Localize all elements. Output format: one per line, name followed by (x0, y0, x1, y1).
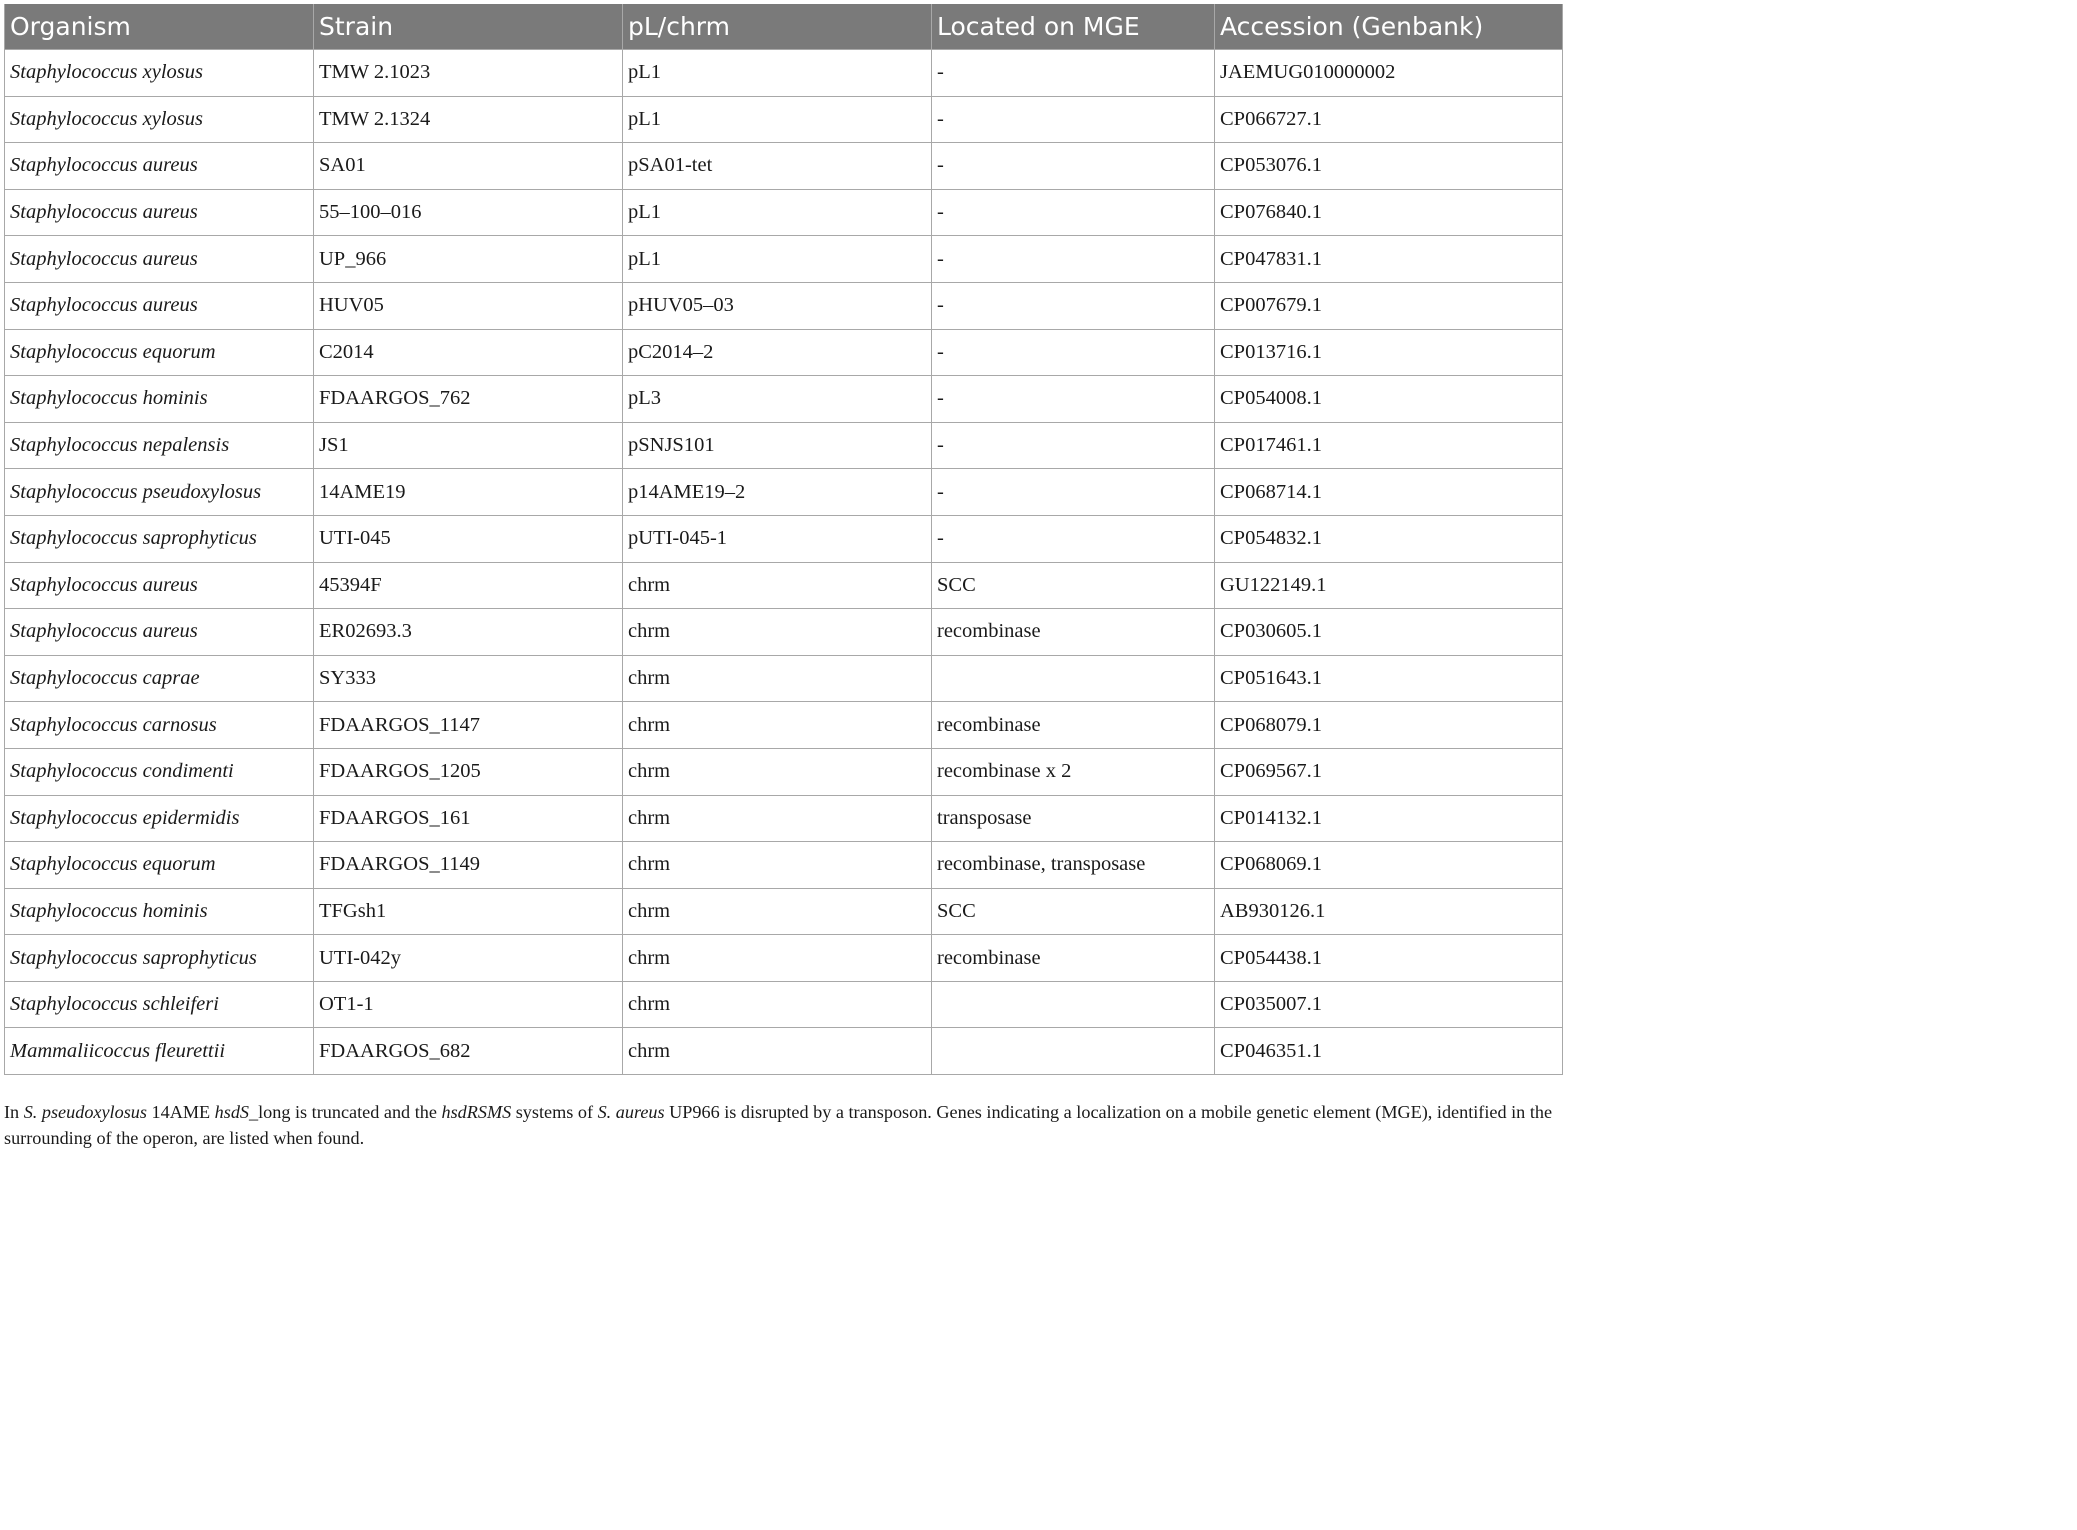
accession-cell: CP068079.1 (1215, 702, 1563, 749)
footnote-text: 14AME (146, 1102, 215, 1122)
mge-cell: - (932, 376, 1215, 423)
data-table-container (4, 4, 1562, 1075)
pl-chrm-cell: pC2014–2 (623, 329, 932, 376)
mge-cell: recombinase (932, 609, 1215, 656)
accession-cell: CP046351.1 (1215, 1028, 1563, 1075)
table-row (5, 981, 1563, 1028)
organism-cell: Staphylococcus epidermidis (5, 795, 314, 842)
pl-chrm-cell: chrm (623, 655, 932, 702)
table-row (5, 376, 1563, 423)
organism-cell: Staphylococcus saprophyticus (5, 515, 314, 562)
table-row (5, 282, 1563, 329)
table-row (5, 50, 1563, 97)
strain-cell: FDAARGOS_682 (314, 1028, 623, 1075)
accession-cell: CP054832.1 (1215, 515, 1563, 562)
pl-chrm-cell: chrm (623, 935, 932, 982)
mge-cell (932, 1028, 1215, 1075)
organism-cell: Staphylococcus pseudoxylosus (5, 469, 314, 516)
mge-cell: recombinase (932, 935, 1215, 982)
table-row (5, 515, 1563, 562)
organism-cell: Staphylococcus aureus (5, 282, 314, 329)
table-row (5, 655, 1563, 702)
strain-cell: 14AME19 (314, 469, 623, 516)
accession-cell: CP047831.1 (1215, 236, 1563, 283)
organism-cell: Staphylococcus carnosus (5, 702, 314, 749)
table-row (5, 702, 1563, 749)
strain-cell: JS1 (314, 422, 623, 469)
accession-cell: CP069567.1 (1215, 748, 1563, 795)
table-row (5, 236, 1563, 283)
strain-cell: FDAARGOS_161 (314, 795, 623, 842)
footnote-gene-system: hsdRSMS (441, 1102, 512, 1122)
accession-cell: AB930126.1 (1215, 888, 1563, 935)
strain-cell: UP_966 (314, 236, 623, 283)
strain-cell: C2014 (314, 329, 623, 376)
organism-cell: Staphylococcus aureus (5, 562, 314, 609)
pl-chrm-cell: pL1 (623, 236, 932, 283)
strain-cell: ER02693.3 (314, 609, 623, 656)
accession-cell: GU122149.1 (1215, 562, 1563, 609)
table-header-row (5, 4, 1563, 50)
pl-chrm-cell: chrm (623, 842, 932, 889)
strain-cell: HUV05 (314, 282, 623, 329)
pl-chrm-cell: pL1 (623, 189, 932, 236)
pl-chrm-cell: pL1 (623, 50, 932, 97)
mge-cell: SCC (932, 562, 1215, 609)
organism-cell: Staphylococcus xylosus (5, 96, 314, 143)
organism-cell: Staphylococcus nepalensis (5, 422, 314, 469)
accession-cell: CP013716.1 (1215, 329, 1563, 376)
pl-chrm-cell: chrm (623, 795, 932, 842)
organism-cell: Staphylococcus hominis (5, 888, 314, 935)
mge-cell (932, 981, 1215, 1028)
mge-cell: SCC (932, 888, 1215, 935)
footnote-text: In (4, 1102, 24, 1122)
organism-cell: Staphylococcus hominis (5, 376, 314, 423)
accession-cell: CP068714.1 (1215, 469, 1563, 516)
organism-cell: Staphylococcus aureus (5, 609, 314, 656)
pl-chrm-cell: chrm (623, 702, 932, 749)
strain-cell: FDAARGOS_1205 (314, 748, 623, 795)
table-row (5, 422, 1563, 469)
accession-cell: CP053076.1 (1215, 143, 1563, 190)
accession-cell: CP076840.1 (1215, 189, 1563, 236)
strain-table (4, 4, 1563, 1075)
organism-cell: Staphylococcus aureus (5, 189, 314, 236)
mge-cell: recombinase x 2 (932, 748, 1215, 795)
strain-cell: TMW 2.1023 (314, 50, 623, 97)
strain-cell: FDAARGOS_762 (314, 376, 623, 423)
mge-cell: - (932, 422, 1215, 469)
mge-cell: - (932, 515, 1215, 562)
table-row (5, 562, 1563, 609)
pl-chrm-cell: p14AME19–2 (623, 469, 932, 516)
accession-cell: JAEMUG010000002 (1215, 50, 1563, 97)
mge-cell: - (932, 469, 1215, 516)
strain-cell: 55–100–016 (314, 189, 623, 236)
strain-cell: UTI-042y (314, 935, 623, 982)
pl-chrm-cell: pSNJS101 (623, 422, 932, 469)
mge-cell: - (932, 329, 1215, 376)
strain-cell: TFGsh1 (314, 888, 623, 935)
mge-cell: - (932, 282, 1215, 329)
header-organism: Organism (5, 4, 314, 50)
pl-chrm-cell: pSA01-tet (623, 143, 932, 190)
strain-cell: SY333 (314, 655, 623, 702)
accession-cell: CP066727.1 (1215, 96, 1563, 143)
pl-chrm-cell: pHUV05–03 (623, 282, 932, 329)
strain-cell: FDAARGOS_1149 (314, 842, 623, 889)
table-row (5, 1028, 1563, 1075)
organism-cell: Staphylococcus saprophyticus (5, 935, 314, 982)
table-footnote (4, 1099, 1564, 1151)
header-located-on-mge: Located on MGE (932, 4, 1215, 50)
header-strain: Strain (314, 4, 623, 50)
pl-chrm-cell: chrm (623, 888, 932, 935)
organism-cell: Staphylococcus xylosus (5, 50, 314, 97)
organism-cell: Staphylococcus condimenti (5, 748, 314, 795)
table-row (5, 935, 1563, 982)
accession-cell: CP014132.1 (1215, 795, 1563, 842)
pl-chrm-cell: pL1 (623, 96, 932, 143)
accession-cell: CP007679.1 (1215, 282, 1563, 329)
accession-cell: CP054438.1 (1215, 935, 1563, 982)
strain-cell: SA01 (314, 143, 623, 190)
pl-chrm-cell: chrm (623, 562, 932, 609)
accession-cell: CP030605.1 (1215, 609, 1563, 656)
strain-cell: UTI-045 (314, 515, 623, 562)
pl-chrm-cell: pUTI-045-1 (623, 515, 932, 562)
header-pl-chrm: pL/chrm (623, 4, 932, 50)
footnote-gene: hsdS (214, 1102, 250, 1122)
strain-cell: TMW 2.1324 (314, 96, 623, 143)
mge-cell: - (932, 189, 1215, 236)
organism-cell: Staphylococcus aureus (5, 143, 314, 190)
table-row (5, 96, 1563, 143)
mge-cell: recombinase, transposase (932, 842, 1215, 889)
accession-cell: CP068069.1 (1215, 842, 1563, 889)
accession-cell: CP017461.1 (1215, 422, 1563, 469)
pl-chrm-cell: chrm (623, 981, 932, 1028)
table-row (5, 609, 1563, 656)
mge-cell: - (932, 96, 1215, 143)
organism-cell: Staphylococcus caprae (5, 655, 314, 702)
table-row (5, 143, 1563, 190)
table-row (5, 748, 1563, 795)
pl-chrm-cell: pL3 (623, 376, 932, 423)
pl-chrm-cell: chrm (623, 1028, 932, 1075)
mge-cell (932, 655, 1215, 702)
table-row (5, 795, 1563, 842)
accession-cell: CP051643.1 (1215, 655, 1563, 702)
header-accession: Accession (Genbank) (1215, 4, 1563, 50)
mge-cell: - (932, 50, 1215, 97)
accession-cell: CP054008.1 (1215, 376, 1563, 423)
table-row (5, 189, 1563, 236)
mge-cell: - (932, 143, 1215, 190)
pl-chrm-cell: chrm (623, 609, 932, 656)
pl-chrm-cell: chrm (623, 748, 932, 795)
footnote-text: _long is truncated and the (249, 1102, 442, 1122)
organism-cell: Staphylococcus equorum (5, 329, 314, 376)
organism-cell: Staphylococcus aureus (5, 236, 314, 283)
table-body (5, 50, 1563, 1075)
organism-cell: Mammaliicoccus fleurettii (5, 1028, 314, 1075)
organism-cell: Staphylococcus equorum (5, 842, 314, 889)
footnote-text: UP966 is disrupted by a transposon. Genes indicating a localization on a mobile genetic element (MGE), identified in the surrounding of the operon, are listed when found. (4, 1102, 1553, 1148)
mge-cell: transposase (932, 795, 1215, 842)
strain-cell: FDAARGOS_1147 (314, 702, 623, 749)
table-row (5, 842, 1563, 889)
strain-cell: 45394F (314, 562, 623, 609)
footnote-species: S. aureus (597, 1102, 665, 1122)
organism-cell: Staphylococcus schleiferi (5, 981, 314, 1028)
footnote-text: systems of (511, 1102, 598, 1122)
mge-cell: - (932, 236, 1215, 283)
table-row (5, 469, 1563, 516)
table-row (5, 888, 1563, 935)
footnote-species: S. pseudoxylosus (23, 1102, 147, 1122)
strain-cell: OT1-1 (314, 981, 623, 1028)
accession-cell: CP035007.1 (1215, 981, 1563, 1028)
table-row (5, 329, 1563, 376)
mge-cell: recombinase (932, 702, 1215, 749)
